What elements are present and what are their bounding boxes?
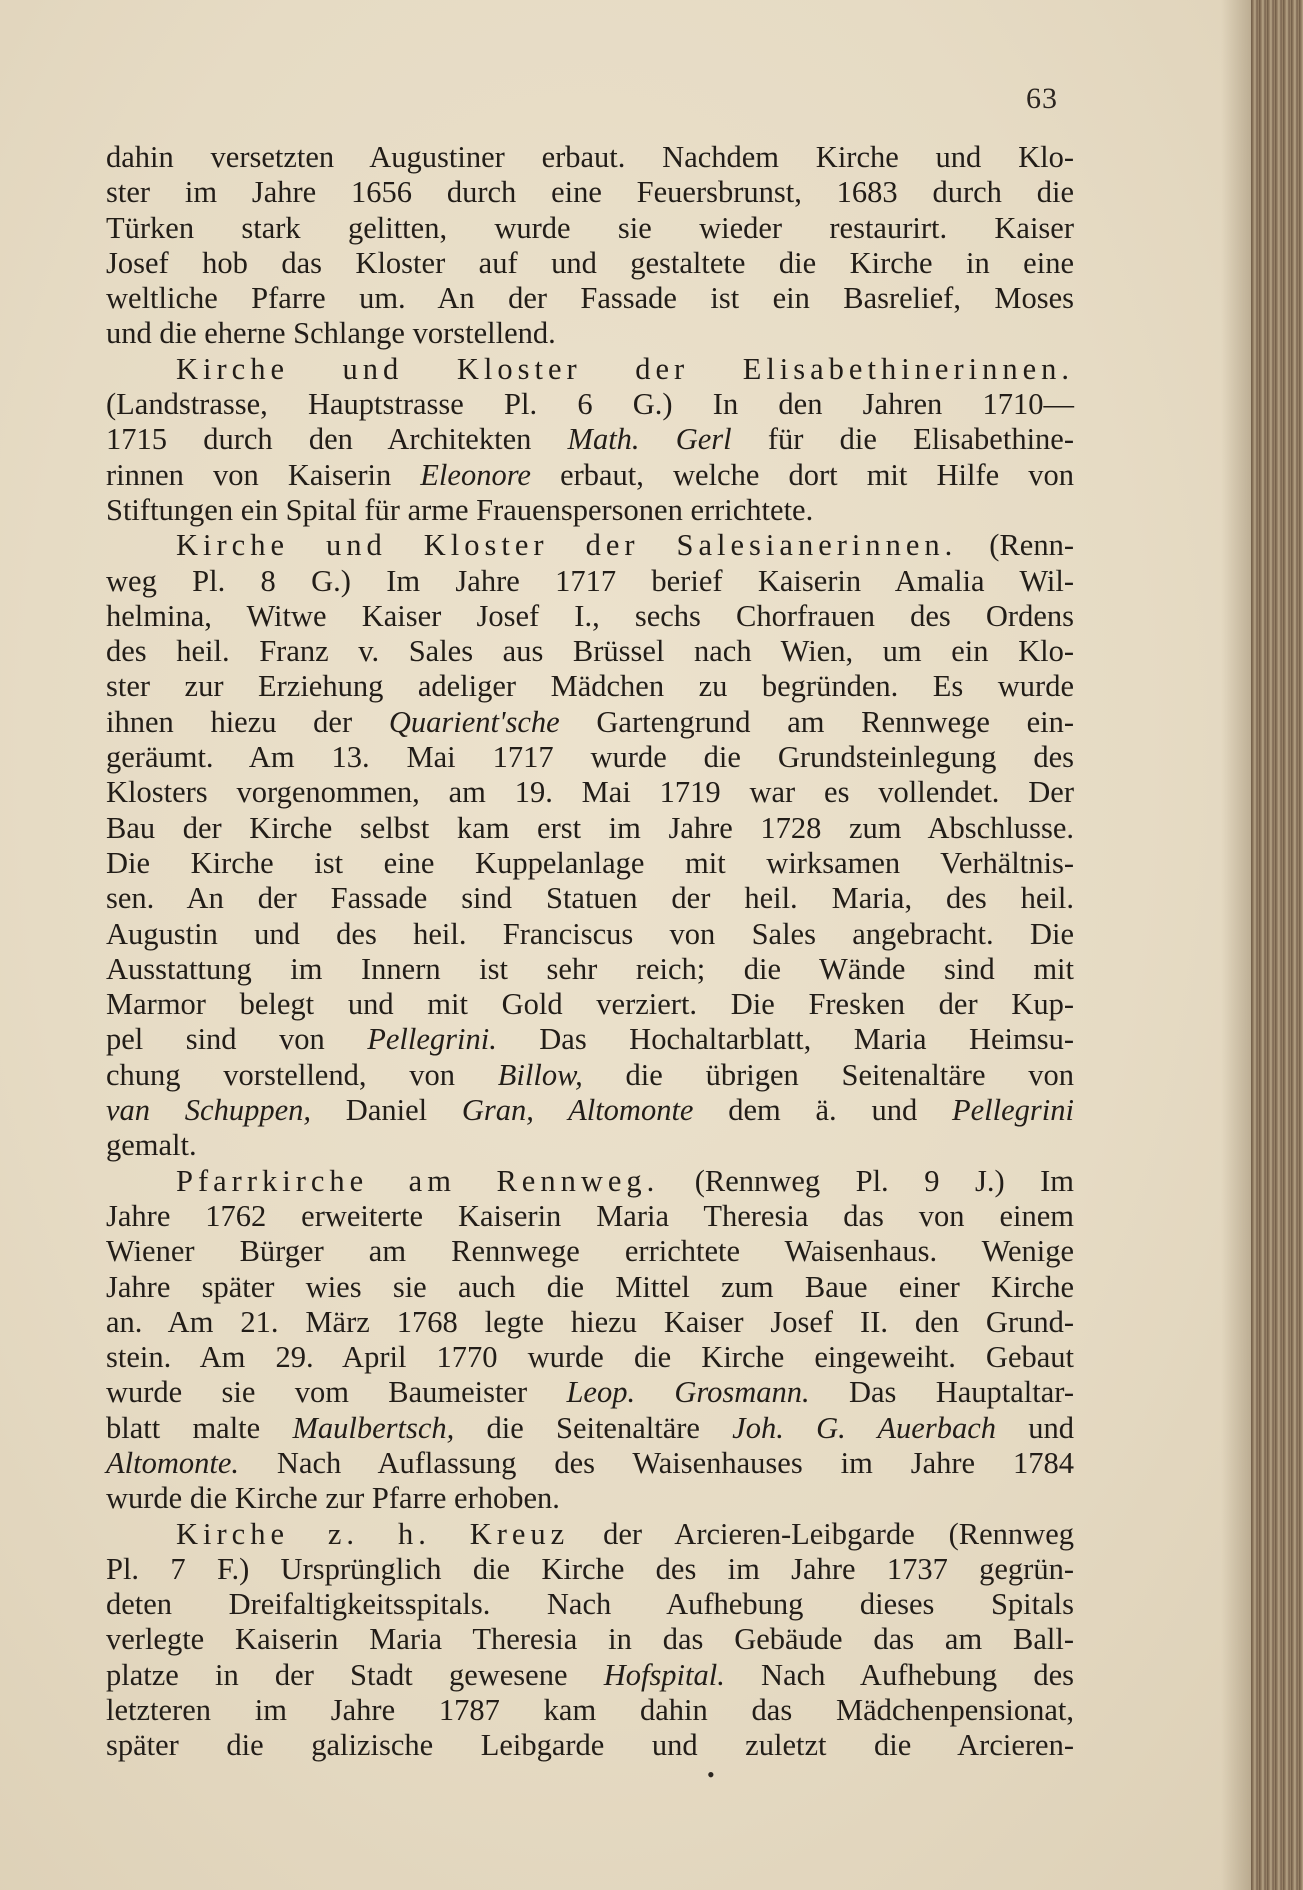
text-line: Ausstattung im Innern ist sehr reich; die Wände sind mit	[106, 951, 1074, 986]
text-line: rinnen von Kaiserin Eleonore erbaut, welche dort mit Hilfe von	[106, 457, 1074, 492]
italic-name: Altomonte.	[106, 1445, 239, 1480]
section-heading-line: Kirche und Kloster der Salesianerinnen. (Renn-	[176, 528, 1074, 563]
italic-name: Joh. G. Auerbach	[732, 1410, 996, 1445]
italic-name: Pellegrini	[951, 1093, 1074, 1128]
text-line: stein. Am 29. April 1770 wurde die Kirche eingeweiht. Gebaut	[106, 1340, 1074, 1375]
text-line: Klosters vorgenommen, am 19. Mai 1719 war es vollendet. Der	[106, 775, 1074, 810]
text-line: ster zur Erziehung adeliger Mädchen zu begründen. Es wurde	[106, 669, 1074, 704]
body-text	[106, 140, 1074, 1764]
text-line: Die Kirche ist eine Kuppelanlage mit wirksamen Verhältnis-	[106, 845, 1074, 880]
text-line: Jahre 1762 erweiterte Kaiserin Maria Theresia das von einem	[106, 1198, 1074, 1233]
page-gutter-shadow	[1221, 0, 1251, 1890]
text-line: weg Pl. 8 G.) Im Jahre 1717 berief Kaiserin Amalia Wil-	[106, 563, 1074, 598]
italic-name: Maulbertsch,	[292, 1410, 455, 1445]
footer-mark: •	[707, 1762, 715, 1787]
text-line: dahin versetzten Augustiner erbaut. Nachdem Kirche und Klo-	[106, 140, 1074, 174]
text-line: wurde die Kirche zur Pfarre erhoben.	[106, 1481, 560, 1516]
text-line: letzteren im Jahre 1787 kam dahin das Mädchenpensionat,	[106, 1693, 1074, 1728]
text-line: gemalt.	[106, 1128, 197, 1163]
text-line: und die eherne Schlange vorstellend.	[106, 316, 556, 351]
section-heading: Kirche und Kloster der Elisabethinerinnen.	[176, 351, 1074, 386]
italic-name: van Schuppen,	[106, 1093, 312, 1128]
section-heading-line	[106, 352, 1074, 387]
text-line: 1715 durch den Architekten Math. Gerl für die Elisabethine-	[106, 422, 1074, 457]
italic-name: Billow,	[497, 1057, 583, 1092]
section-heading-line: Kirche z. h. Kreuz der Arcieren-Leibgarde (Rennweg	[176, 1516, 1074, 1551]
page-number: 63	[1026, 82, 1058, 115]
text-line: Pl. 7 F.) Ursprünglich die Kirche des im Jahre 1737 gegrün-	[106, 1551, 1074, 1586]
text-line: Bau der Kirche selbst kam erst im Jahre 1728 zum Abschlusse.	[106, 810, 1074, 845]
text-line: an. Am 21. März 1768 legte hiezu Kaiser Josef II. den Grund-	[106, 1304, 1074, 1339]
text-line: Marmor belegt und mit Gold verziert. Die Fresken der Kup-	[106, 987, 1074, 1022]
section-heading: Kirche z. h. Kreuz	[176, 1516, 570, 1551]
text-line: deten Dreifaltigkeitsspitals. Nach Aufhebung dieses Spitals	[106, 1587, 1074, 1622]
italic-name: Eleonore	[420, 457, 531, 492]
text-line: Jahre später wies sie auch die Mittel zum Baue einer Kirche	[106, 1269, 1074, 1304]
text-line: wurde sie vom Baumeister Leop. Grosmann. Das Hauptaltar-	[106, 1375, 1074, 1410]
text-line: Wiener Bürger am Rennwege errichtete Waisenhaus. Wenige	[106, 1234, 1074, 1269]
text-line: weltliche Pfarre um. An der Fassade ist ein Basrelief, Moses	[106, 281, 1074, 316]
book-page-edge	[1251, 0, 1303, 1890]
text-line: helmina, Witwe Kaiser Josef I., sechs Chorfrauen des Ordens	[106, 598, 1074, 633]
text-line: geräumt. Am 13. Mai 1717 wurde die Grundsteinlegung des	[106, 740, 1074, 775]
text-line: später die galizische Leibgarde und zuletzt die Arcieren-	[106, 1728, 1074, 1763]
italic-name: Pellegrini.	[367, 1022, 497, 1057]
text-line: ster im Jahre 1656 durch eine Feuersbrunst, 1683 durch die	[106, 175, 1074, 210]
text-line: ihnen hiezu der Quarient'sche Gartengrund am Rennwege ein-	[106, 704, 1074, 739]
text-line: platze in der Stadt gewesene Hofspital. Nach Aufhebung des	[106, 1657, 1074, 1692]
italic-name: Leop. Grosmann.	[566, 1375, 810, 1410]
italic-name: Math. Gerl	[567, 422, 732, 457]
text-line: van Schuppen, Daniel Gran, Altomonte dem ä. und Pellegrini	[106, 1093, 1074, 1128]
italic-name: Quarient'sche	[388, 704, 560, 739]
section-heading-line: Pfarrkirche am Rennweg. (Rennweg Pl. 9 J.) Im	[176, 1163, 1074, 1198]
italic-name: Gran, Altomonte	[461, 1093, 694, 1128]
italic-name: Hofspital.	[603, 1657, 725, 1692]
text-line: des heil. Franz v. Sales aus Brüssel nach Wien, um ein Klo-	[106, 634, 1074, 669]
text-line: sen. An der Fassade sind Statuen der heil. Maria, des heil.	[106, 881, 1074, 916]
text-line: Augustin und des heil. Franciscus von Sales angebracht. Die	[106, 916, 1074, 951]
text-line: Türken stark gelitten, wurde sie wieder restaurirt. Kaiser	[106, 210, 1074, 245]
text-line: chung vorstellend, von Billow, die übrigen Seitenaltäre von	[106, 1057, 1075, 1092]
text-line: Stiftungen ein Spital für arme Frauenspersonen errichtete.	[106, 492, 814, 527]
section-heading: Kirche und Kloster der Salesianerinnen.	[176, 528, 958, 563]
text-line: pel sind von Pellegrini. Das Hochaltarblatt, Maria Heimsu-	[106, 1022, 1075, 1057]
section-heading: Pfarrkirche am Rennweg.	[176, 1163, 660, 1198]
text-line: (Landstrasse, Hauptstrasse Pl. 6 G.) In den Jahren 1710—	[106, 387, 1074, 422]
text-line: Altomonte. Nach Auflassung des Waisenhauses im Jahre 1784	[106, 1445, 1074, 1480]
text-line: blatt malte Maulbertsch, die Seitenaltäre Joh. G. Auerbach und	[106, 1410, 1074, 1445]
text-line: verlegte Kaiserin Maria Theresia in das Gebäude das am Ball-	[106, 1622, 1074, 1657]
text-line: Josef hob das Kloster auf und gestaltete die Kirche in eine	[106, 245, 1074, 280]
